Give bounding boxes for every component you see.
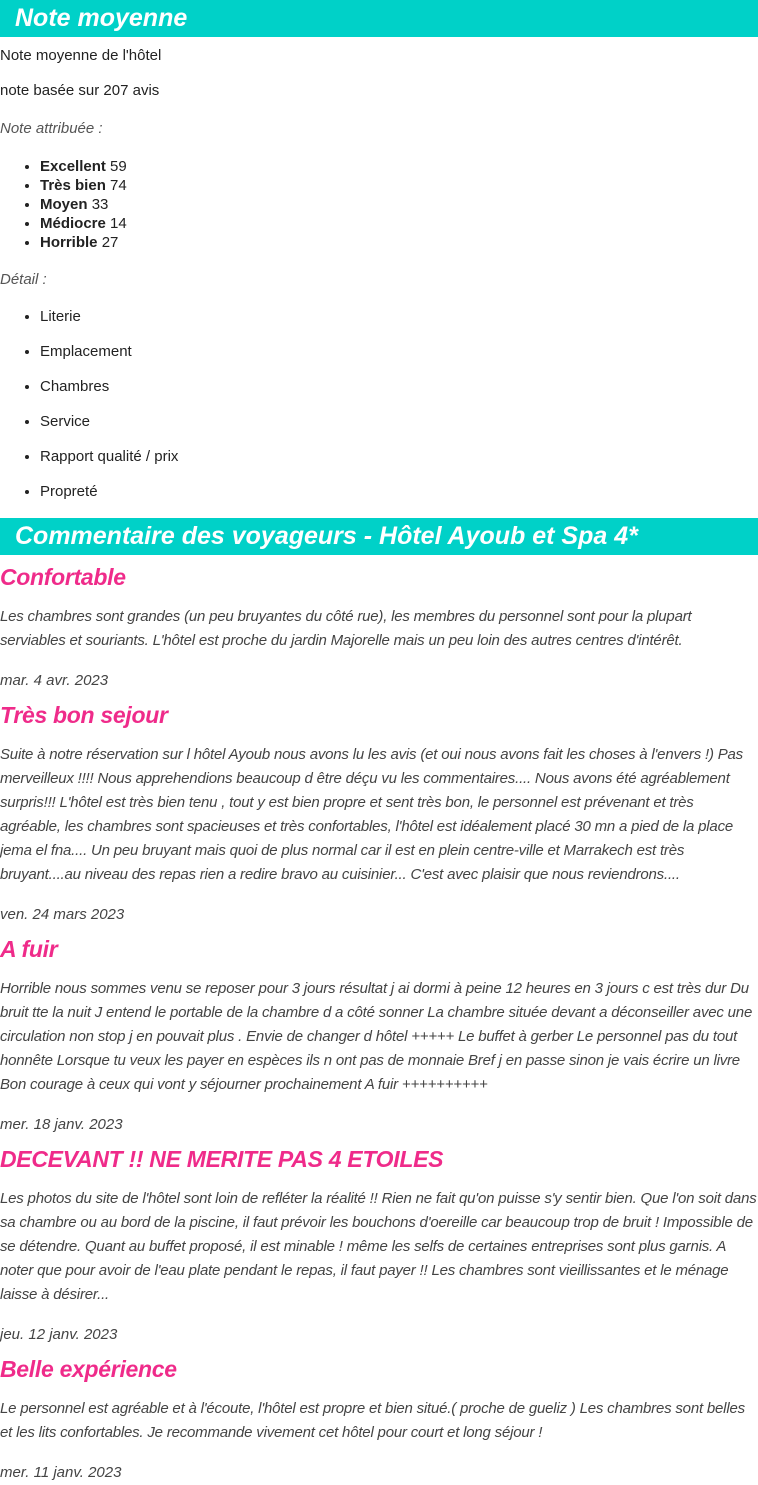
review-body: Suite à notre réservation sur l hôtel Ayoub nous avons lu les avis (et oui nous avons fait les choses à l'envers !) Pas merveilleux !!!! Nous apprehendions beaucoup d être déçu vu les commentaires.... Nous avons été agréablement surpris!!! L'hôtel est très bien tenu , tout y est bien propre et sent très bon, le personnel est prévenant et très agréable, les chambres sont spacieuses et très confortables, l'hôtel est idéalement placé 30 mn a pied de la place jema el fna.... Un peu bruyant mais quoi de plus normal car il est en plein centre-ville et Marrakech est très bruyant....au niveau des repas rien a redire bravo au cuisinier... C'est avec plaisir que nous reviendrons.... — [0, 746, 743, 883]
detail-item-rapport-qualite-prix: • Rapport qualité / prix — [40, 447, 758, 467]
rating-item-horrible — [40, 233, 758, 252]
review-date: mar. 4 avr. 2023 — [0, 672, 109, 689]
average-rating-label: Note moyenne de l'hôtel — [0, 47, 162, 64]
rating-item-moyen — [40, 195, 758, 214]
reviews-section — [0, 518, 758, 1483]
review-title: Très bon sejour — [0, 702, 168, 728]
review-title: DECEVANT !! NE MERITE PAS 4 ETOILES — [0, 1146, 444, 1172]
review — [0, 701, 758, 925]
rating-label: Médiocre — [40, 215, 106, 232]
rating-label: Très bien — [40, 177, 106, 194]
review-title: A fuir — [0, 936, 58, 962]
rating-section — [0, 0, 758, 502]
rating-item-mediocre — [40, 214, 758, 233]
review-date: mer. 11 janv. 2023 — [0, 1464, 122, 1481]
review-count-text: note basée sur 207 avis — [0, 82, 160, 99]
detail-item-chambres: • Chambres — [40, 377, 758, 397]
review-body: Horrible nous sommes venu se reposer pour 3 jours résultat j ai dormi à peine 12 heures en 3 jours c est très dur Du bruit tte la nuit J entend le portable de la chambre d a côté sonner La chambre située devant a déconseiller avec une circulation non stop j en pouvait plus . Envie de changer d hôtel +++++ Le buffet à gerber Le personnel pas du tout honnête Lorsque tu veux les payer en espèces ils n ont pas de monnaie Bref j en passe sinon je vais écrire un livre Bon courage à ceux qui vont y séjourner prochainement A fuir ++++++++++ — [0, 980, 753, 1093]
review-date: jeu. 12 janv. 2023 — [0, 1326, 118, 1343]
detail-list — [0, 307, 758, 502]
review-body: Les chambres sont grandes (un peu bruyantes du côté rue), les membres du personnel sont pour la plupart serviables et souriants. L'hôtel est proche du jardin Majorelle mais un peu loin des autres centres d'intérêt. — [0, 608, 692, 649]
rating-label: Horrible — [40, 234, 98, 251]
review-date: mer. 18 janv. 2023 — [0, 1116, 123, 1133]
rating-item-excellent — [40, 157, 758, 176]
rating-count: 33 — [91, 196, 109, 213]
detail-label: Détail : — [0, 271, 47, 288]
review — [0, 935, 758, 1135]
rating-count: 74 — [110, 177, 127, 194]
review-title: Confortable — [0, 564, 126, 590]
reviews-section-heading: Commentaire des voyageurs - Hôtel Ayoub et Spa 4* — [0, 518, 758, 555]
rating-breakdown-list — [0, 157, 758, 252]
rating-section-heading: Note moyenne — [0, 0, 758, 37]
review-body: Les photos du site de l'hôtel sont loin de refléter la réalité !! Rien ne fait qu'on puisse s'y sentir bien. Que l'on soit dans sa chambre ou au bord de la piscine, il faut prévoir les bouchons d'oereille car beaucoup trop de bruit ! Impossible de se détendre. Quant au buffet proposé, il est minable ! même les selfs de certaines entreprises sont plus garnis. A noter que pour avoir de l'eau plate pendant le repas, il faut payer !! Les chambres sont vieillissantes et le ménage laisse à désirer... — [0, 1190, 757, 1303]
rating-item-tres-bien — [40, 176, 758, 195]
review-title: Belle expérience — [0, 1356, 177, 1382]
rating-breakdown-label: Note attribuée : — [0, 120, 103, 137]
rating-count: 27 — [101, 234, 119, 251]
detail-item-proprete: • Propreté — [40, 482, 758, 502]
detail-item-emplacement: • Emplacement — [40, 342, 758, 362]
review — [0, 1145, 758, 1345]
review-date: ven. 24 mars 2023 — [0, 906, 125, 923]
detail-item-service: • Service — [40, 412, 758, 432]
rating-label: Excellent — [40, 158, 106, 175]
review — [0, 563, 758, 691]
review — [0, 1355, 758, 1483]
rating-count: 14 — [110, 215, 127, 232]
review-body: Le personnel est agréable et à l'écoute, l'hôtel est propre et bien situé.( proche de gueliz ) Les chambres sont belles et les lits confortables. Je recommande vivement cet hôtel pour court et long séjour ! — [0, 1400, 745, 1441]
rating-count: 59 — [110, 158, 127, 175]
detail-item-literie: • Literie — [40, 307, 758, 327]
rating-label: Moyen — [40, 196, 88, 213]
